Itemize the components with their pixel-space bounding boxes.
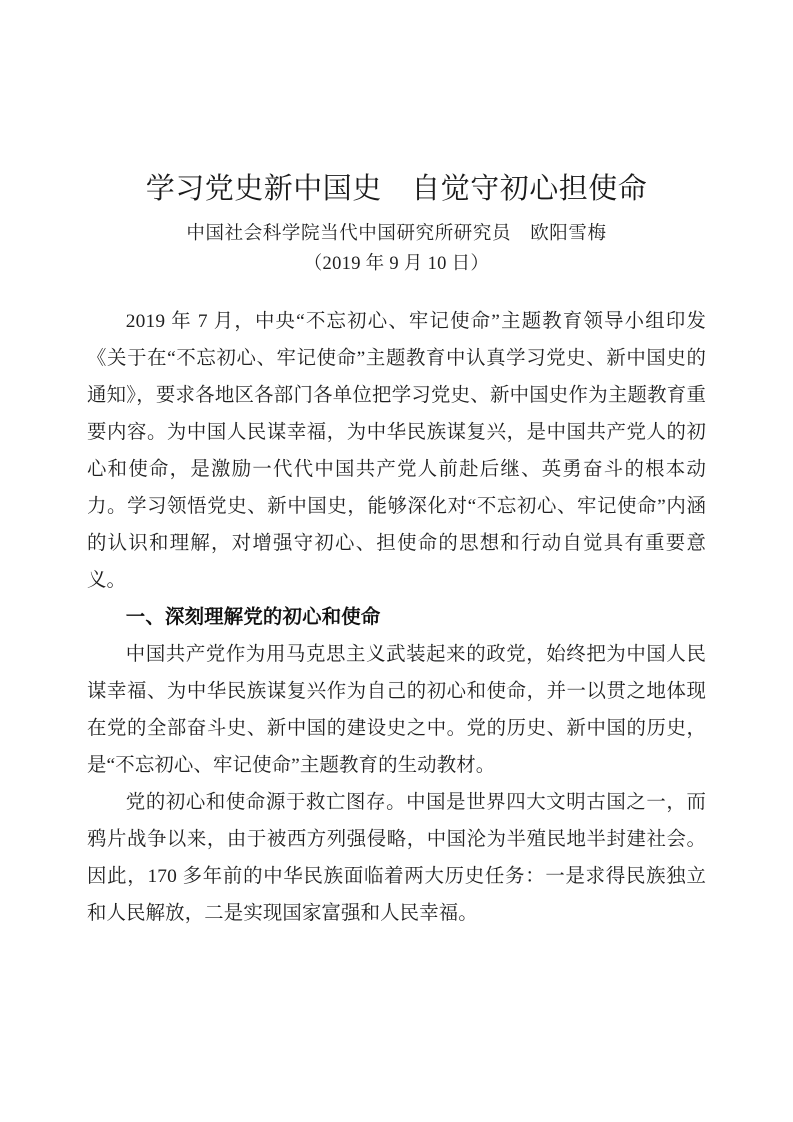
page-title: 学习党史新中国史 自觉守初心担使命: [145, 173, 648, 205]
paragraph-section1-1: 中国共产党作为用马克思主义武装起来的政党，始终把为中国人民谋幸福、为中华民族谋复兴作为自己的初心和使命，并一以贯之地体现在党的全部奋斗史、新中国的建设史之中。党的历史、新中国的历史，是“不忘初心、牢记使命”主题教育的生动教材。: [87, 644, 706, 776]
document-date: （2019 年 9 月 10 日）: [303, 254, 490, 274]
document-body: [87, 303, 706, 932]
section-heading-1: 一、深刻理解党的初心和使命: [125, 606, 381, 628]
paragraph-intro: 2019 年 7 月，中央“不忘初心、牢记使命”主题教育领导小组印发《关于在“不忘初心、牢记使命”主题教育中认真学习党史、新中国史的通知》，要求各地区各部门各单位把学习党史、新中国史作为主题教育重要内容。为中国人民谋幸福，为中华民族谋复兴，是中国共产党人的初心和使命，是激励一代代中国共产党人前赴后继、英勇奋斗的根本动力。学习领悟党史、新中国史，能够深化对“不忘初心、牢记使命”内涵的认识和理解，对增强守初心、担使命的思想和行动自觉具有重要意义。: [87, 311, 706, 591]
document-content: [87, 0, 706, 932]
author-byline: 中国社会科学院当代中国研究所研究员 欧阳雪梅: [186, 224, 607, 244]
paragraph-section1-2: 党的初心和使命源于救亡图存。中国是世界四大文明古国之一，而鸦片战争以来，由于被西方列强侵略，中国沦为半殖民地半封建社会。因此，170 多年前的中华民族面临着两大历史任务：一是求得民族独立和人民解放，二是实现国家富强和人民幸福。: [87, 792, 706, 924]
